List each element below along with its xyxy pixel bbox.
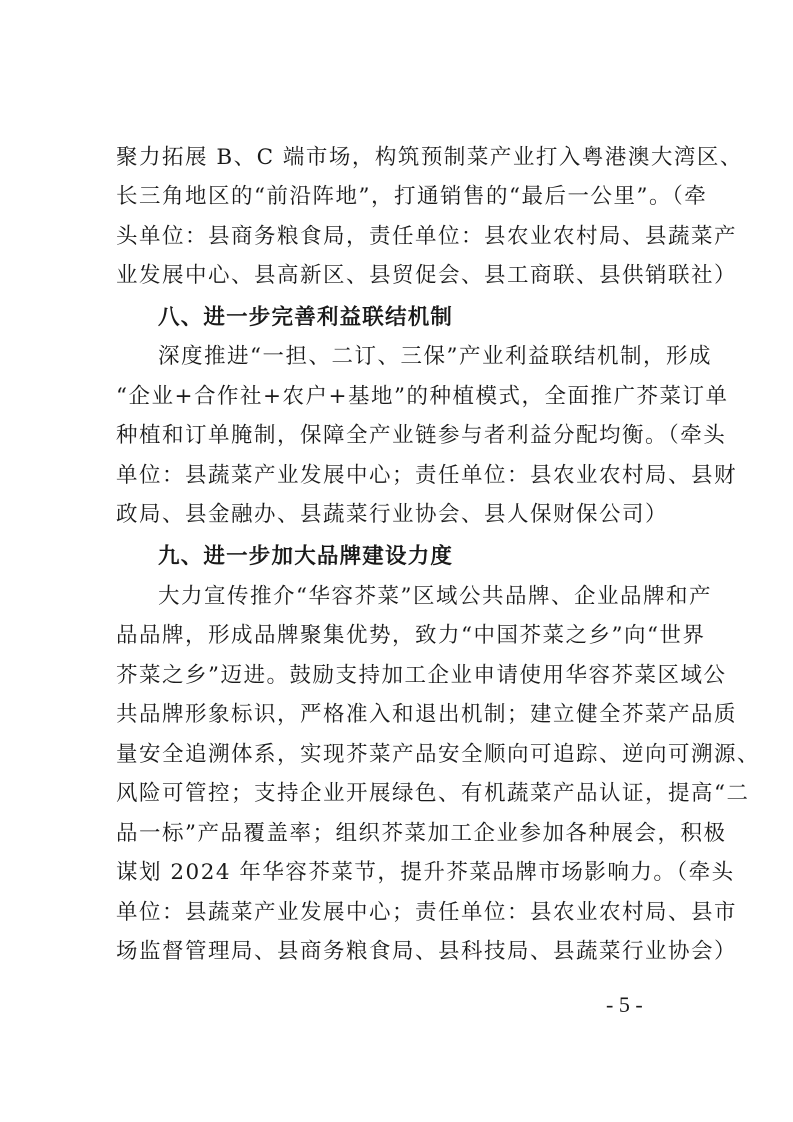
- paragraph-line: 头单位：县商务粮食局，责任单位：县农业农村局、县蔬菜产: [116, 224, 738, 249]
- paragraph-line: 大力宣传推介“华容芥菜”区域公共品牌、企业品牌和产: [158, 584, 712, 609]
- section-heading: 八、进一步完善利益联结机制: [158, 305, 454, 330]
- paragraph-line: 深度推进“一担、二订、三保”产业利益联结机制，形成: [158, 344, 712, 369]
- paragraph-line: 共品牌形象标识，严格准入和退出机制；建立健全芥菜产品质: [116, 702, 738, 727]
- paragraph-line: 单位：县蔬菜产业发展中心；责任单位：县农业农村局、县市: [116, 900, 738, 925]
- paragraph-line: 长三角地区的“前沿阵地”，打通销售的“最后一公里”。（牵: [116, 184, 708, 209]
- paragraph-line: “企业+合作社+农户+基地”的种植模式，全面推广芥菜订单: [116, 384, 729, 409]
- paragraph-line: 品一标”产品覆盖率；组织芥菜加工企业参加各种展会，积极: [116, 821, 727, 846]
- paragraph-line: 政局、县金融办、县蔬菜行业协会、县人保财保公司）: [116, 502, 669, 527]
- paragraph-line: 风险可管控；支持企业开展绿色、有机蔬菜产品认证，提高“二: [116, 781, 750, 806]
- paragraph-line: 品品牌，形成品牌聚集优势，致力“中国芥菜之乡”向“世界: [116, 623, 706, 648]
- paragraph-line: 芥菜之乡”迈进。鼓励支持加工企业申请使用华容芥菜区域公: [116, 663, 727, 688]
- paragraph-line: 聚力拓展 B、C 端市场，构筑预制菜产业打入粤港澳大湾区、: [116, 145, 743, 170]
- section-heading: 九、进一步加大品牌建设力度: [158, 544, 454, 569]
- page-number: - 5 -: [606, 992, 643, 1017]
- paragraph-line: 业发展中心、县高新区、县贸促会、县工商联、县供销联社）: [116, 263, 738, 288]
- paragraph-line: 单位：县蔬菜产业发展中心；责任单位：县农业农村局、县财: [116, 463, 738, 488]
- paragraph-line: 谋划 2024 年华容芥菜节，提升芥菜品牌市场影响力。（牵头: [116, 860, 735, 885]
- paragraph-line: 场监督管理局、县商务粮食局、县科技局、县蔬菜行业协会）: [116, 939, 738, 964]
- paragraph-line: 量安全追溯体系，实现芥菜产品安全顺向可追踪、逆向可溯源、: [116, 742, 761, 767]
- paragraph-line: 种植和订单腌制，保障全产业链参与者利益分配均衡。（牵头: [116, 423, 727, 448]
